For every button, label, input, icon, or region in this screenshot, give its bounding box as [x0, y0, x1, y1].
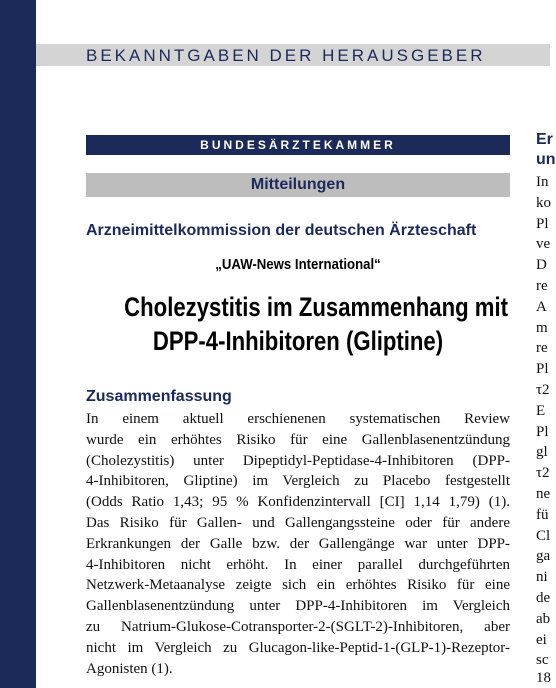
- organization-heading: Arzneimittelkommission der deutschen Ärzteschaft: [86, 222, 477, 239]
- right-column-line: re: [536, 340, 548, 357]
- summary-heading: Zusammenfassung: [86, 388, 232, 405]
- summary-body: [86, 409, 510, 679]
- summary-line: 4-Inhibitoren, Gliptine) im Vergleich zu Placebo festgestellt: [86, 473, 510, 490]
- right-column-line: ne: [536, 485, 551, 502]
- summary-line: (Odds Ratio 1,43; 95 % Konfidenzintervall [CI] 1,14 1,79) (1).: [86, 494, 510, 511]
- summary-line: Gallenblasenentzündung unter DPP-4-Inhibitoren im Vergleich: [86, 598, 510, 615]
- right-column-line: m: [536, 319, 548, 336]
- summary-line: (Cholezystitis) unter Dipeptidyl-Peptidase-4-Inhibitoren (DPP-: [86, 452, 510, 469]
- right-column-line: Cl: [536, 527, 551, 544]
- right-column-line: ko: [536, 194, 551, 211]
- title-line: Cholezystitis im Zusammenhang mit: [124, 292, 508, 322]
- right-column-line: E: [536, 402, 546, 419]
- right-column-line: gl: [536, 444, 548, 461]
- article-kicker: „UAW-News International“: [215, 256, 381, 273]
- right-column-line: re: [536, 277, 548, 294]
- right-column-line: Pl: [536, 361, 549, 378]
- right-column-text: [536, 172, 550, 671]
- right-column-line: ni: [536, 569, 548, 586]
- right-heading-line: un: [536, 151, 556, 168]
- right-column-line: ve: [536, 236, 551, 253]
- right-column-line: sc: [536, 652, 549, 669]
- right-column-line: τ2: [536, 381, 550, 398]
- right-column-line: D: [536, 257, 547, 274]
- right-column-line: τ2: [536, 465, 550, 482]
- summary-line: Erkrankungen der Galle bzw. der Gallengänge war unter DPP-: [86, 535, 510, 552]
- right-column-line: ei: [536, 631, 547, 648]
- article-title: [124, 290, 508, 358]
- right-column-line: Pl: [536, 423, 549, 440]
- right-column-line: de: [536, 589, 551, 606]
- summary-line: 4-Inhibitoren nicht erhöht. In einer parallel durchgeführten: [86, 556, 510, 573]
- right-column-line: fü: [536, 506, 549, 523]
- right-column-line: A: [536, 298, 547, 315]
- right-column-heading: [536, 130, 556, 170]
- page-number: 18: [536, 670, 551, 686]
- summary-line: Das Risiko für Gallen- und Gallengangssteine oder für andere: [86, 514, 510, 531]
- summary-line: Agonisten (1).: [86, 660, 173, 677]
- right-heading-line: Er: [536, 131, 553, 148]
- summary-line: In einem aktuell erschienenen systematischen Review: [86, 411, 510, 427]
- title-line: DPP-4-Inhibitoren (Gliptine): [152, 326, 444, 356]
- right-column-line: ab: [536, 610, 551, 627]
- section-header: BEKANNTGABEN DER HERAUSGEBER: [86, 46, 486, 65]
- left-color-bar: [0, 0, 36, 688]
- summary-line: wurde ein erhöhtes Risiko für eine Gallenblasenentzündung: [86, 431, 510, 448]
- right-column-line: ga: [536, 548, 551, 565]
- summary-line: nicht im Vergleich zu Glucagon-like-Peptid-1-(GLP-1)-Rezeptor-: [86, 639, 510, 656]
- right-column-line: In: [536, 174, 549, 190]
- section-label-bar: BUNDESÄRZTEKAMMER: [86, 135, 510, 155]
- sub-label-bar: Mitteilungen: [86, 173, 510, 197]
- summary-line: zu Natrium-Glukose-Cotransporter-2-(SGLT-2)-Inhibitoren, aber: [86, 618, 510, 635]
- right-column-line: Pl: [536, 215, 549, 232]
- summary-line: Netzwerk-Metaanalyse zeigte sich ein erhöhtes Risiko für eine: [86, 577, 510, 594]
